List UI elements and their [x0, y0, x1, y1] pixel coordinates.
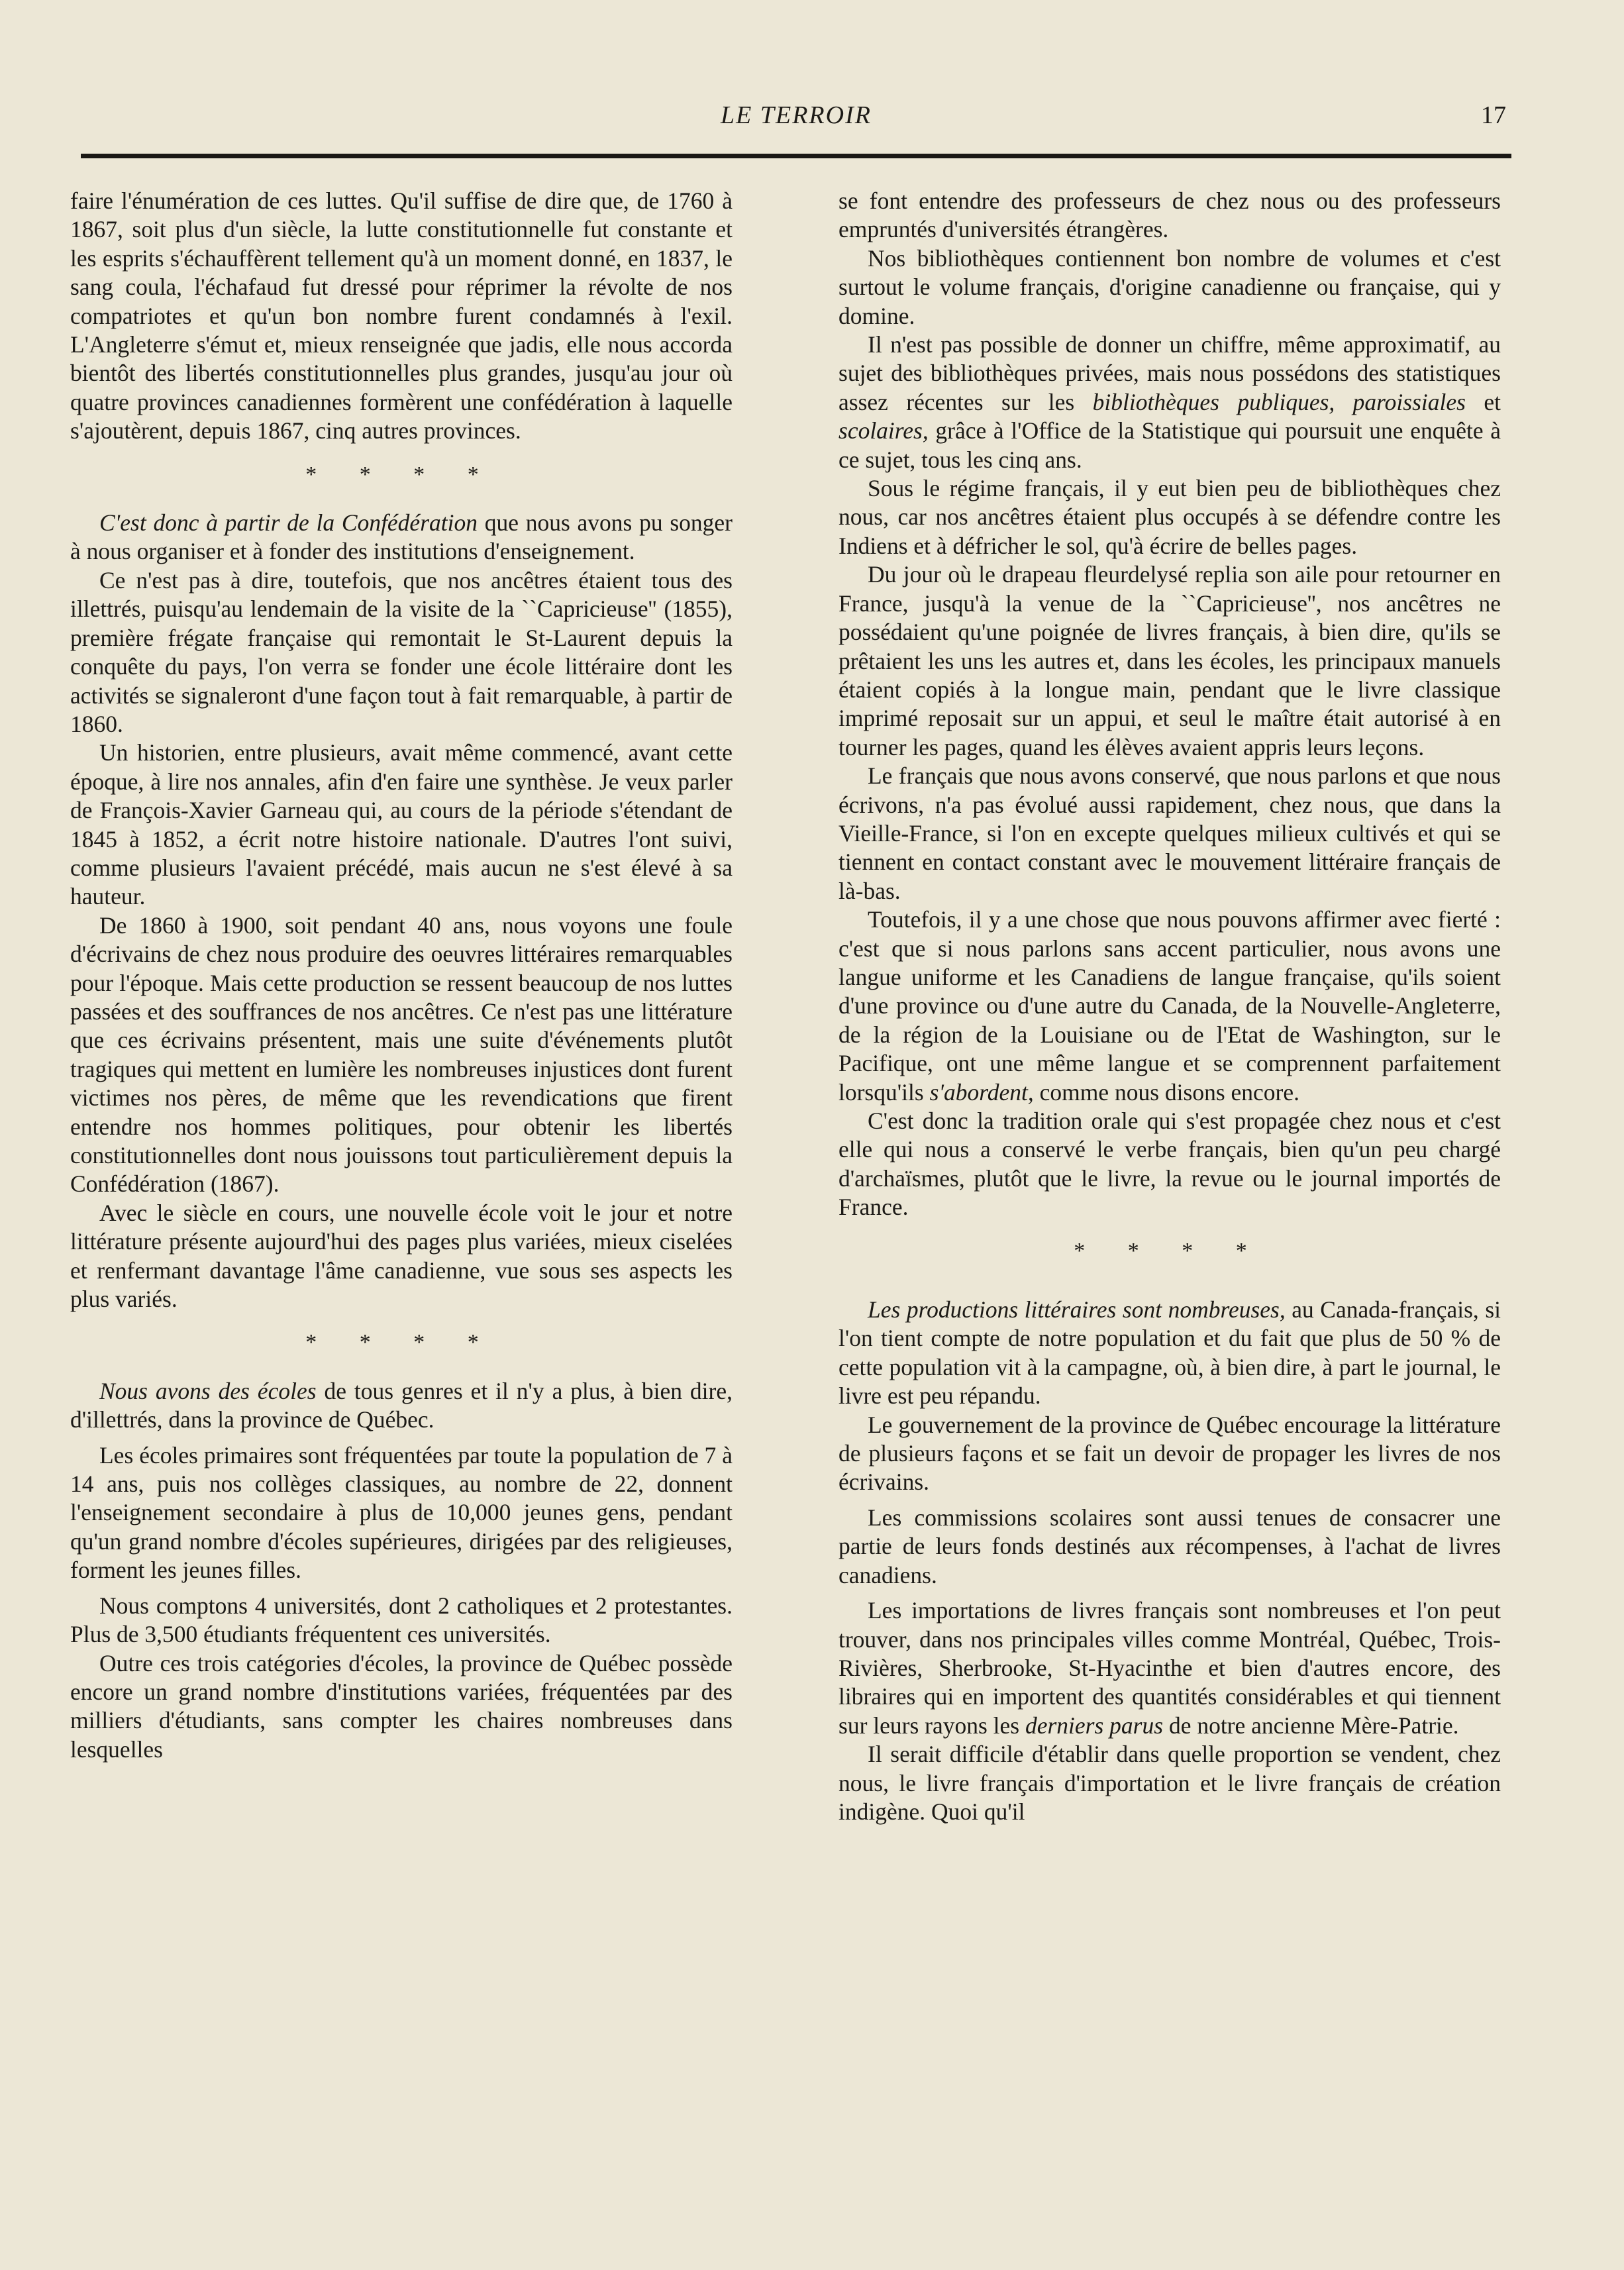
running-header — [81, 101, 1511, 138]
paragraph-text: Il n'est pas possible de donner un chiffre, même approximatif, au sujet des bibliothèques privées, mais nous possédons des statistiques assez récentes sur les — [838, 331, 1501, 415]
italic-phrase: derniers parus — [1025, 1712, 1164, 1739]
section-separator: * * * * — [1074, 1238, 1266, 1263]
paragraph-text: comme nous disons encore. — [1033, 1078, 1299, 1106]
paragraph-text: Toutefois, il y a une chose que nous pouvons affirmer avec fierté : c'est que si nous parlons sans accent particulier, nous avons une langue uniforme et les Canadiens de langue française, qu'ils soient d'une province ou d'une autre du Canada, de la Nouvelle-Angleterre, de la région de la Louisiane ou de l'Etat de Washington, sur le Pacifique, ont une même langue et se comprennent parfaitement lorsqu'ils — [838, 906, 1501, 1106]
paragraph-text: grâce à l'Office de la Statistique qui poursuit une enquête à ce sujet, tous les cinq ans. — [838, 417, 1501, 473]
paragraph-text: Les importations de livres français sont nombreuses et l'on peut trouver, dans nos principales villes comme Montréal, Québec, Trois-Rivières, Sherbrooke, St-Hyacinthe et bien d'autres encore, des libraires qui en importent des quantités considérables et qui tiennent sur leurs rayons les — [838, 1597, 1501, 1739]
paragraph — [838, 331, 1501, 474]
header-rule — [81, 154, 1511, 158]
paragraph-text: de notre ancienne Mère-Patrie. — [1163, 1712, 1459, 1739]
paragraph: Le français que nous avons conservé, que nous parlons et que nous écrivons, n'a pas évolué aussi rapidement, chez nous, que dans la Vieille-France, si l'on en excepte quelques milieux cultivés et qui se tiennent en contact constant avec le mouvement littéraire français de là-bas. — [838, 762, 1501, 904]
italic-phrase: C'est donc à partir de la Confédération — [99, 509, 478, 537]
italic-phrase: bibliothèques publiques, paroissiales — [1092, 388, 1466, 415]
section-separator: * * * * — [305, 462, 497, 487]
italic-phrase: s'abordent, — [929, 1078, 1034, 1106]
italic-phrase: Nous avons des écoles — [99, 1377, 317, 1404]
paragraph: C'est donc la tradition orale qui s'est propagée chez nous et c'est elle qui nous a conservé le verbe français, bien qu'un peu chargé d'archaïsmes, plutôt que le livre, la revue ou le journal importés de France. — [838, 1108, 1501, 1221]
paragraph: Du jour où le drapeau fleurdelysé replia son aile pour retourner en France, jusqu'à la venue de la ``Capricieuse'', nos ancêtres ne possédaient qu'une poignée de livres français, à bien dire, qu'ils se prêtaient les uns les autres et, dans les écoles, les principaux manuels étaient copiés à la longue main, pendant que le livre classique imprimé reposait sur un appui, et seul le maître était autorisé à en tourner les pages, quand les élèves avaient appris leurs leçons. — [838, 561, 1501, 760]
paragraph-text: que nous avons pu songer à nous organiser et à fonder des institutions d'enseignement. — [70, 509, 733, 565]
paragraph — [838, 1596, 1501, 1740]
paragraph: Avec le siècle en cours, une nouvelle école voit le jour et notre littérature présente aujourd'hui des pages plus variées, mieux ciselées et renfermant davantage l'âme canadienne, vue sous ses aspects les plus variés. — [70, 1199, 733, 1313]
paragraph-text: de tous genres et il n'y a plus, à bien dire, d'illettrés, dans la province de Québec. — [70, 1377, 733, 1433]
paragraph: Nos bibliothèques contiennent bon nombre de volumes et c'est surtout le volume français, d'origine canadienne ou française, qui y domine. — [838, 244, 1501, 329]
right-column — [838, 187, 1501, 1826]
paragraph: Il serait difficile d'établir dans quelle proportion se vendent, chez nous, le livre français d'importation et le livre français de création indigène. Quoi qu'il — [838, 1741, 1501, 1825]
paragraph: Ce n'est pas à dire, toutefois, que nos ancêtres étaient tous des illettrés, puisqu'au lendemain de la visite de la ``Capricieuse'' (1855), première frégate française qui remontait le St-Laurent depuis la conquête du pays, l'on verra se fonder une école littéraire dont les activités se signaleront d'une façon tout à fait remarquable, à partir de 1860. — [70, 566, 733, 737]
paragraph — [70, 509, 733, 566]
paragraph — [838, 1296, 1501, 1411]
italic-phrase: scolaires, — [838, 417, 929, 444]
paragraph: De 1860 à 1900, soit pendant 40 ans, nous voyons une foule d'écrivains de chez nous produire des oeuvres littéraires remarquables pour l'époque. Mais cette production se ressent beaucoup de nos luttes passées et des souffrances de nos ancêtres. Ce n'est pas une littérature que ces écrivains présentent, mais une suite d'événements plutôt tragiques qui mettent en lumière les nombreuses injustices dont furent victimes nos pères, de même que les revendications que firent entendre nos hommes politiques, pour obtenir les libertés constitutionnelles dont nous jouissons tout particulièrement depuis la Confédération (1867). — [70, 911, 733, 1198]
section-separator: * * * * — [305, 1330, 497, 1355]
paragraph: Nous comptons 4 universités, dont 2 catholiques et 2 protestantes. Plus de 3,500 étudiants fréquentent ces universités. — [70, 1592, 733, 1648]
paragraph: Le gouvernement de la province de Québec encourage la littérature de plusieurs façons et se fait un devoir de propager les livres de nos écrivains. — [838, 1411, 1501, 1496]
page-number: 17 — [1481, 101, 1506, 129]
journal-title: LE TERROIR — [721, 101, 872, 129]
paragraph: Les commissions scolaires sont aussi tenues de consacrer une partie de leurs fonds destinés aux récompenses, à l'achat de livres canadiens. — [838, 1504, 1501, 1588]
paragraph: Les écoles primaires sont fréquentées par toute la population de 7 à 14 ans, puis nos collèges classiques, au nombre de 22, donnent l'enseignement secondaire à plus de 10,000 jeunes gens, pendant qu'un grand nombre d'écoles supérieures, dirigées par des religieuses, forment les jeunes filles. — [70, 1441, 733, 1584]
paragraph: se font entendre des professeurs de chez nous ou des professeurs empruntés d'universités étrangères. — [838, 187, 1501, 243]
paragraph: Outre ces trois catégories d'écoles, la province de Québec possède encore un grand nombre d'institutions variées, fréquentées par des milliers d'étudiants, sans compter les chaires nombreuses dans lesquelles — [70, 1649, 733, 1763]
left-column — [70, 187, 733, 1764]
paragraph-text: au Canada-français, si l'on tient compte de notre population et du fait que plus de 50 % de cette population vit à la campagne, où, à bien dire, à part le journal, le livre est peu répandu. — [838, 1296, 1501, 1410]
paragraph: Sous le régime français, il y eut bien peu de bibliothèques chez nous, car nos ancêtres étaient plus occupés à se défendre contre les Indiens et à défricher le sol, qu'à écrire de belles pages. — [838, 475, 1501, 559]
paragraph — [838, 905, 1501, 1107]
paragraph — [70, 1377, 733, 1435]
paragraph-text: et — [1465, 388, 1501, 415]
italic-phrase: Les productions littéraires sont nombreuses, — [868, 1296, 1286, 1323]
paragraph: faire l'énumération de ces luttes. Qu'il suffise de dire que, de 1760 à 1867, soit plus d'un siècle, la lutte constitutionnelle fut constante et les esprits s'échauffèrent tellement qu'à un moment donné, en 1837, le sang coula, l'échafaud fut dressé pour réprimer la révolte de nos compatriotes et qu'un bon nombre furent condamnés à l'exil. L'Angleterre s'émut et, mieux renseignée que jadis, elle nous accorda bientôt des libertés constitutionnelles plus grandes, jusqu'au jour où quatre provinces canadiennes formèrent une confédération à laquelle s'ajoutèrent, depuis 1867, cinq autres provinces. — [70, 187, 733, 444]
paragraph: Un historien, entre plusieurs, avait même commencé, avant cette époque, à lire nos annales, afin d'en faire une synthèse. Je veux parler de François-Xavier Garneau qui, au cours de la période s'étendant de 1845 à 1852, a écrit notre histoire nationale. D'autres l'ont suivi, comme plusieurs l'avaient précédé, mais aucun ne s'est élevé à sa hauteur. — [70, 739, 733, 910]
